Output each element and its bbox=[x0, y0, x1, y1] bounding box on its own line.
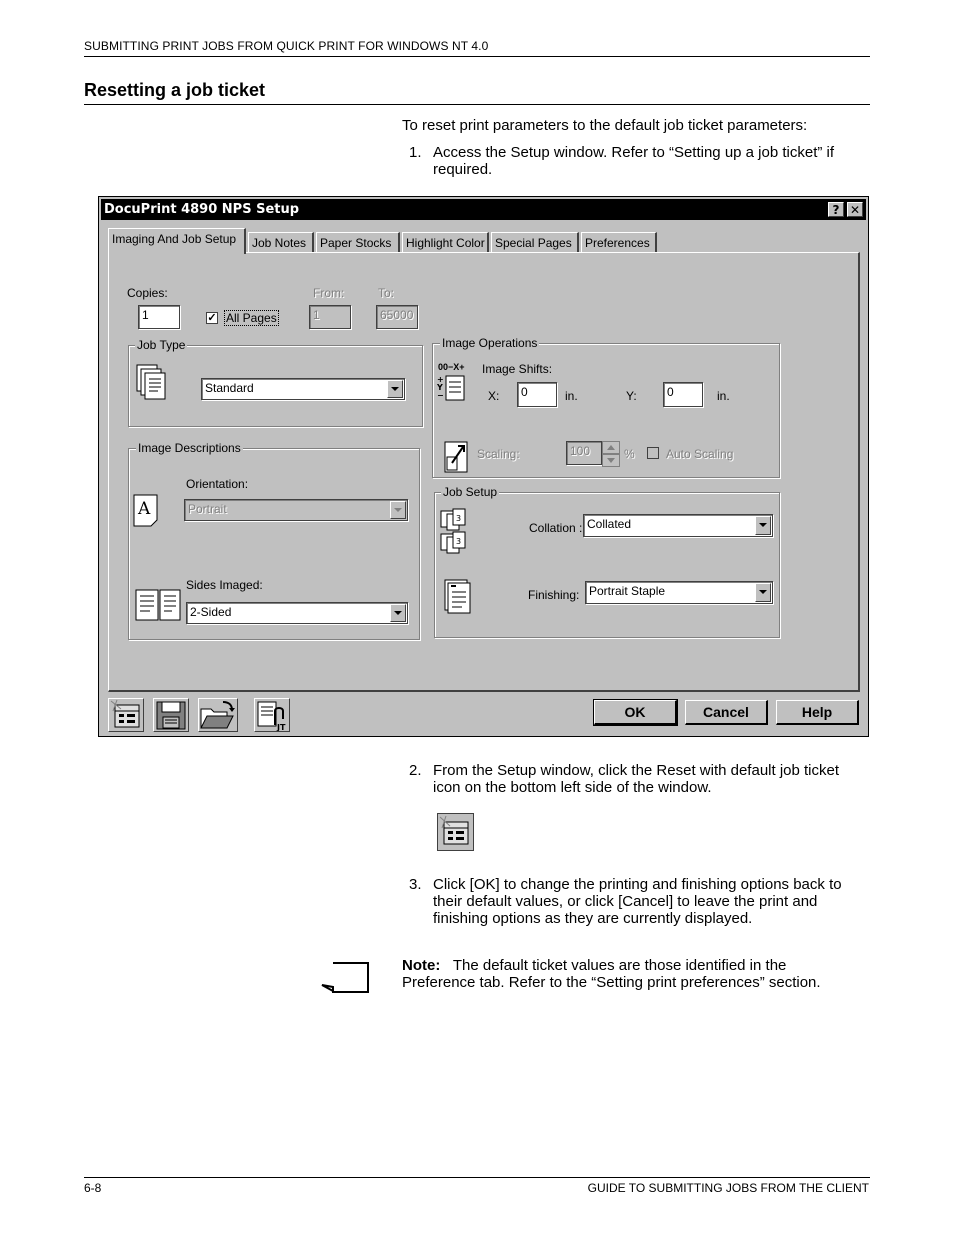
auto-scaling-checkbox[interactable] bbox=[647, 447, 659, 459]
footer-rule bbox=[84, 1177, 870, 1178]
collation-select[interactable] bbox=[583, 514, 773, 537]
step-3-number: 3. bbox=[409, 876, 422, 893]
finishing-label: Finishing: bbox=[528, 588, 580, 602]
x-shift-input[interactable]: 0 bbox=[517, 382, 557, 407]
orientation-label: Orientation: bbox=[186, 477, 249, 491]
dialog-title: DocuPrint 4890 NPS Setup bbox=[104, 202, 300, 217]
svg-text:A: A bbox=[138, 499, 151, 519]
open-ticket-button[interactable] bbox=[198, 698, 238, 732]
cancel-button[interactable]: Cancel bbox=[685, 700, 768, 725]
copies-label: Copies: bbox=[127, 286, 168, 300]
tab-job-notes[interactable]: Job Notes bbox=[248, 232, 314, 252]
job-type-group-label: Job Type bbox=[137, 338, 186, 352]
spinner-arrows-icon bbox=[602, 441, 620, 468]
svg-text:3: 3 bbox=[456, 514, 462, 523]
tab-special-pages[interactable]: Special Pages bbox=[491, 232, 579, 252]
image-shift-glyph: 00−X+ bbox=[438, 362, 465, 372]
scaling-percent-label: % bbox=[624, 447, 635, 461]
finishing-staple-icon bbox=[444, 579, 472, 615]
help-button[interactable]: Help bbox=[776, 700, 859, 725]
chevron-down-icon[interactable] bbox=[390, 501, 406, 519]
auto-scaling-label: Auto Scaling bbox=[666, 447, 734, 461]
step-2-number: 2. bbox=[409, 762, 422, 779]
to-label: To: bbox=[378, 286, 395, 300]
collation-label: Collation : bbox=[529, 521, 583, 535]
floppy-disk-icon bbox=[154, 699, 188, 731]
sides-imaged-select[interactable] bbox=[186, 602, 408, 624]
all-pages-label: All Pages bbox=[226, 311, 277, 325]
chevron-down-icon[interactable] bbox=[755, 583, 771, 602]
intro-text: To reset print parameters to the default job ticket parameters: bbox=[402, 117, 808, 134]
orientation-select[interactable] bbox=[184, 499, 408, 521]
reset-default-ticket-button[interactable] bbox=[108, 698, 144, 732]
footer-guide-title: GUIDE TO SUBMITTING JOBS FROM THE CLIENT bbox=[587, 1181, 869, 1195]
chevron-down-icon[interactable] bbox=[755, 516, 771, 535]
finishing-value: Portrait Staple bbox=[589, 584, 666, 598]
orientation-value: Portrait bbox=[188, 502, 227, 516]
open-folder-icon bbox=[199, 699, 237, 731]
tab-highlight-color[interactable]: Highlight Color bbox=[402, 232, 489, 252]
header-rule bbox=[84, 56, 870, 57]
job-type-value: Standard bbox=[205, 381, 254, 395]
finishing-select[interactable] bbox=[585, 581, 773, 604]
tab-preferences[interactable]: Preferences bbox=[581, 232, 657, 252]
step-1-text: Access the Setup window. Refer to “Setting up a job ticket” if required. bbox=[433, 144, 835, 178]
help-icon[interactable]: ? bbox=[828, 202, 844, 217]
svg-text:3: 3 bbox=[456, 537, 462, 546]
tab-imaging-and-job-setup[interactable]: Imaging And Job Setup bbox=[108, 228, 246, 254]
x-unit-label: in. bbox=[565, 389, 578, 403]
sides-imaged-value: 2-Sided bbox=[190, 605, 232, 619]
svg-text:+: + bbox=[437, 375, 444, 384]
dialog-titlebar bbox=[101, 199, 866, 220]
all-pages-checkbox[interactable]: ✓ bbox=[207, 312, 217, 324]
page-number: 6-8 bbox=[84, 1181, 102, 1195]
x-shift-label: X: bbox=[488, 389, 500, 403]
copies-input[interactable]: 1 bbox=[138, 305, 180, 329]
collation-icon bbox=[440, 508, 470, 554]
note-icon bbox=[320, 961, 370, 995]
image-descriptions-group-label: Image Descriptions bbox=[138, 441, 241, 455]
note-label: Note: bbox=[402, 957, 441, 974]
chevron-down-icon[interactable] bbox=[390, 604, 406, 622]
section-rule bbox=[84, 104, 870, 105]
from-input[interactable]: 1 bbox=[309, 305, 351, 329]
step-2-text: From the Setup window, click the Reset with default job ticket icon on the bottom left side of the window. bbox=[433, 762, 840, 796]
job-type-document-icon bbox=[136, 364, 166, 400]
ok-button[interactable]: OK bbox=[594, 700, 677, 725]
scaling-input[interactable]: 100 bbox=[566, 441, 602, 465]
portrait-orientation-icon bbox=[133, 494, 159, 528]
sides-imaged-label: Sides Imaged: bbox=[186, 578, 263, 592]
reset-ticket-icon-example bbox=[437, 813, 474, 851]
close-icon[interactable]: ✕ bbox=[847, 202, 863, 217]
svg-text:−: − bbox=[437, 391, 444, 400]
section-title: Resetting a job ticket bbox=[84, 80, 266, 100]
image-shifts-label: Image Shifts: bbox=[482, 362, 553, 376]
reset-ticket-icon bbox=[109, 699, 143, 731]
from-label: From: bbox=[313, 286, 345, 300]
step-3-text: Click [OK] to change the printing and finishing options back to their default values, or click [Cancel] to leave the print and finishing options as they are currently displayed. bbox=[433, 876, 842, 927]
scaling-icon bbox=[444, 441, 470, 475]
image-operations-group-label: Image Operations bbox=[442, 336, 538, 350]
note-text: The default ticket values are those identified in the Preference tab. Refer to the “Setting print preferences” section. bbox=[402, 957, 821, 991]
chevron-down-icon[interactable] bbox=[387, 380, 403, 398]
scaling-spinner[interactable] bbox=[602, 441, 620, 468]
tab-paper-stocks[interactable]: Paper Stocks bbox=[316, 232, 400, 252]
scaling-label: Scaling: bbox=[477, 447, 520, 461]
step-1-number: 1. bbox=[409, 144, 422, 161]
y-shift-label: Y: bbox=[626, 389, 637, 403]
job-ticket-icon bbox=[255, 699, 289, 731]
note-block bbox=[402, 957, 862, 991]
svg-text:JT: JT bbox=[277, 723, 286, 731]
collation-value: Collated bbox=[587, 517, 632, 531]
reset-ticket-icon bbox=[438, 814, 473, 850]
job-setup-group-label: Job Setup bbox=[443, 485, 498, 499]
svg-text:Y: Y bbox=[437, 383, 443, 392]
y-unit-label: in. bbox=[717, 389, 730, 403]
save-ticket-button[interactable] bbox=[153, 698, 189, 732]
image-shifts-icon bbox=[436, 372, 470, 402]
running-header: SUBMITTING PRINT JOBS FROM QUICK PRINT FOR WINDOWS NT 4.0 bbox=[84, 39, 489, 53]
job-ticket-button[interactable] bbox=[254, 698, 290, 732]
job-type-select[interactable] bbox=[201, 378, 405, 400]
to-input[interactable]: 65000 bbox=[376, 305, 418, 329]
two-sided-icon bbox=[135, 589, 183, 623]
y-shift-input[interactable]: 0 bbox=[663, 382, 703, 407]
